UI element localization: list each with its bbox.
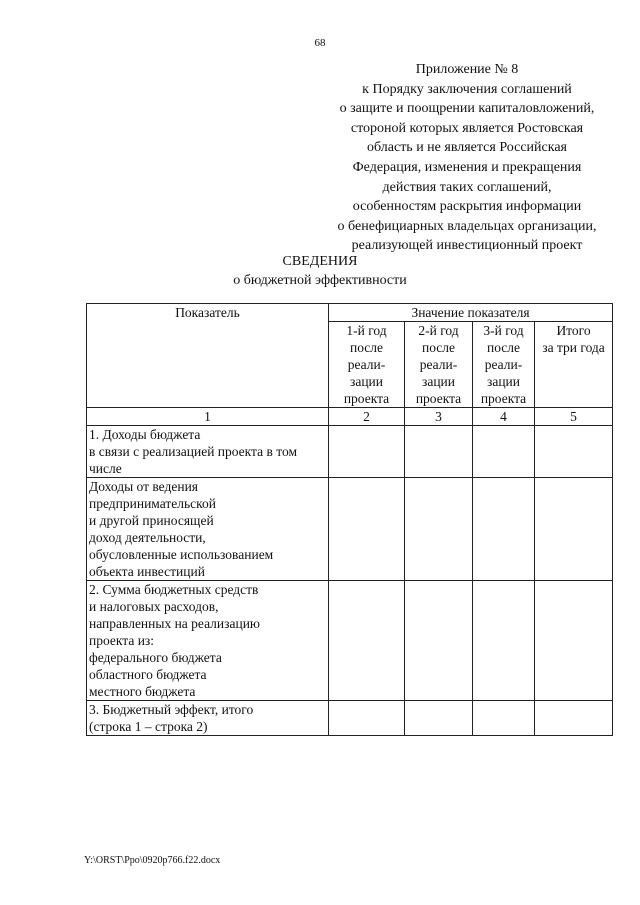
table-row bbox=[87, 581, 613, 701]
value-cell bbox=[473, 581, 535, 701]
file-path-footer: Y:\ORST\Ppo\0920p766.f22.docx bbox=[84, 855, 221, 866]
table-row bbox=[87, 701, 613, 736]
table-row bbox=[87, 478, 613, 581]
appendix-line: о бенефициарных владельцах организации, bbox=[337, 218, 597, 234]
value-cell bbox=[329, 701, 405, 736]
value-cell bbox=[405, 701, 473, 736]
appendix-line: особенностям раскрытия информации bbox=[352, 199, 582, 215]
table-row bbox=[87, 426, 613, 478]
value-cell bbox=[473, 426, 535, 478]
value-cell bbox=[535, 701, 613, 736]
value-cell bbox=[329, 581, 405, 701]
row-label: 2. Сумма бюджетных средств и налоговых расходов, направленных на реализацию проекта из: федерального бюджета областного бюджета местного бюджета bbox=[87, 581, 329, 701]
appendix-line: действия таких соглашений, bbox=[382, 179, 552, 195]
appendix-line: стороной которых является Ростовская bbox=[350, 120, 584, 136]
value-cell bbox=[473, 701, 535, 736]
header-total: Итого за три года bbox=[535, 322, 613, 408]
page-number: 68 bbox=[314, 37, 326, 49]
row-label: Доходы от ведения предпринимательской и другой приносящей доход деятельности, обусловленные использованием объекта инвестиций bbox=[87, 478, 329, 581]
document-title: СВЕДЕНИЯ bbox=[282, 254, 358, 269]
value-cell bbox=[329, 478, 405, 581]
column-number: 3 bbox=[405, 408, 473, 426]
column-number: 5 bbox=[535, 408, 613, 426]
column-number: 2 bbox=[329, 408, 405, 426]
document-title-block bbox=[0, 252, 640, 290]
column-number: 1 bbox=[87, 408, 329, 426]
value-cell bbox=[535, 426, 613, 478]
value-cell bbox=[405, 426, 473, 478]
budget-efficiency-table bbox=[86, 303, 613, 736]
appendix-line: о защите и поощрении капиталовложений, bbox=[339, 101, 595, 117]
row-label: 3. Бюджетный эффект, итого (строка 1 – строка 2) bbox=[87, 701, 329, 736]
appendix-line: Приложение № 8 bbox=[415, 62, 519, 77]
header-year-2: 2-й год после реали- зации проекта bbox=[405, 322, 473, 408]
appendix-line: реализующей инвестиционный проект bbox=[351, 238, 583, 254]
appendix-heading bbox=[322, 60, 612, 256]
column-number: 4 bbox=[473, 408, 535, 426]
header-value: Значение показателя bbox=[329, 304, 613, 322]
row-label: 1. Доходы бюджета в связи с реализацией проекта в том числе bbox=[87, 426, 329, 478]
appendix-line: область и не является Российская bbox=[367, 140, 567, 156]
value-cell bbox=[535, 581, 613, 701]
appendix-line: к Порядку заключения соглашений bbox=[362, 81, 572, 97]
document-subtitle: о бюджетной эффективности bbox=[233, 273, 407, 288]
value-cell bbox=[405, 478, 473, 581]
value-cell bbox=[535, 478, 613, 581]
header-year-1: 1-й год после реали- зации проекта bbox=[329, 322, 405, 408]
header-year-3: 3-й год после реали- зации проекта bbox=[473, 322, 535, 408]
value-cell bbox=[405, 581, 473, 701]
header-indicator: Показатель bbox=[87, 304, 329, 408]
value-cell bbox=[329, 426, 405, 478]
value-cell bbox=[473, 478, 535, 581]
appendix-line: Федерация, изменения и прекращения bbox=[352, 159, 582, 175]
column-numbers-row bbox=[87, 408, 613, 426]
